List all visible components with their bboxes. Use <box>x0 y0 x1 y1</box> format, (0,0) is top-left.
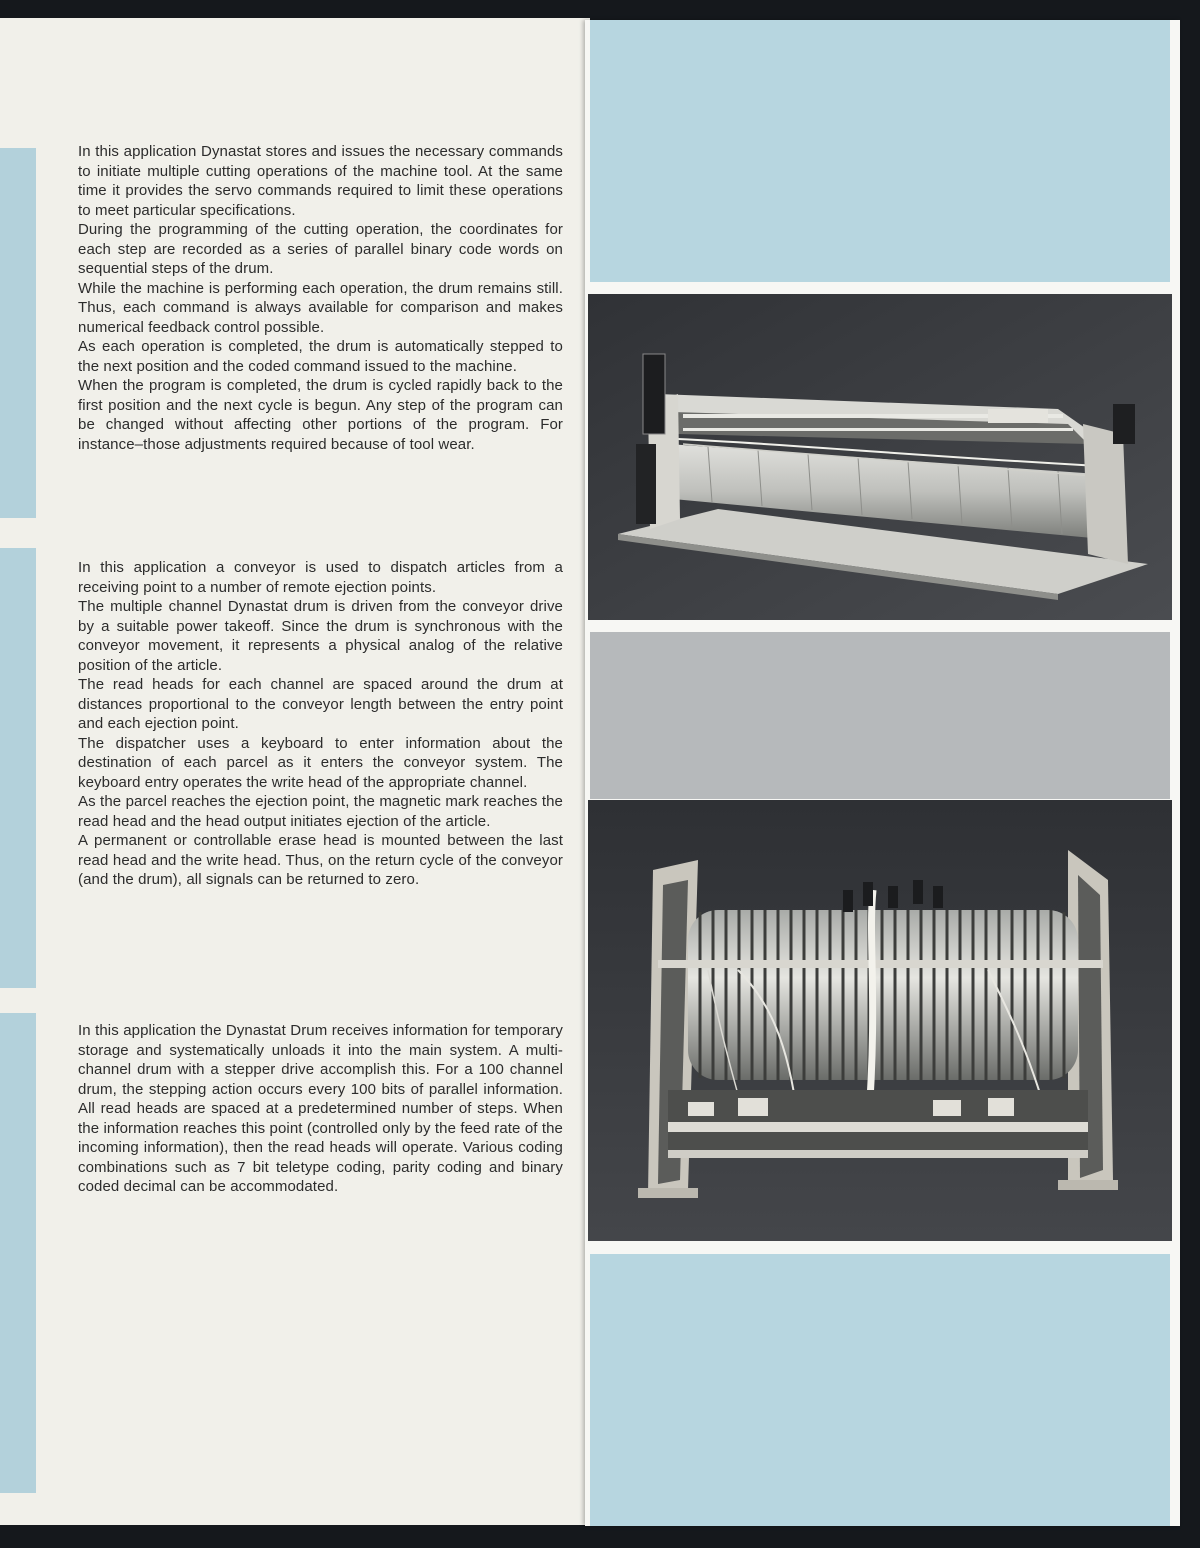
section-conveyor <box>78 558 563 890</box>
paragraph: While the machine is performing each operation, the drum remains still. Thus, each command is always available for comparison and makes numerical feedback control possible. <box>78 279 563 336</box>
photo-drum-assembly <box>588 294 1172 620</box>
section-temporary-storage <box>78 1021 563 1197</box>
paragraph: As each operation is completed, the drum is automatically stepped to the next position and the coded command issued to the machine. <box>78 338 563 375</box>
paragraph: In this application a conveyor is used to dispatch articles from a receiving point to a number of remote ejection points. <box>78 559 563 596</box>
paragraph: The dispatcher uses a keyboard to enter information about the destination of each parcel as it enters the conveyor system. The keyboard entry operates the write head of the appropriate channel. <box>78 734 563 791</box>
edge-strip-blue <box>0 148 36 518</box>
paragraph: The read heads for each channel are spaced around the drum at distances proportional to the conveyor length between the entry point and each ejection point. <box>78 676 563 732</box>
paragraph: During the programming of the cutting operation, the coordinates for each step are recorded as a series of parallel binary code words on sequential steps of the drum. <box>78 221 563 277</box>
paragraph: In this application Dynastat stores and issues the necessary commands to initiate multiple cutting operations of the machine tool. At the same time it provides the servo commands required to limit these operations to meet particular specifications. <box>78 143 563 219</box>
right-page <box>585 20 1180 1526</box>
section-machine-tool <box>78 142 563 454</box>
paragraph: A permanent or controllable erase head is mounted between the last read head and the write head. Thus, on the return cycle of the conveyor (and the drum), all signals can be returned to zero. <box>78 832 563 888</box>
paragraph: When the program is completed, the drum is cycled rapidly back to the first position and the next cycle is begun. Any step of the program can be changed without affecting other portions of the program. For instance–those adjustments required because of tool wear. <box>78 377 563 453</box>
left-page <box>0 18 590 1525</box>
paragraph: In this application the Dynastat Drum receives information for temporary storage and systematically unloads it into the main system. A multi-channel drum with a stepper drive accomplish this. For a 100 channel drum, the stepping action occurs every 100 bits of parallel information. All read heads are spaced at a predetermined number of steps. When the information reaches this point (controlled only by the feed rate of the incoming information), then the read heads will operate. Various coding combinations such as 7 bit teletype coding, parity coding and binary coded decimal can be accommodated. <box>78 1022 563 1195</box>
edge-strip-blue <box>0 1013 36 1493</box>
blue-panel-top <box>590 20 1170 282</box>
paragraph: As the parcel reaches the ejection point, the magnetic mark reaches the read head and the head output initiates ejection of the article. <box>78 793 563 830</box>
paragraph: The multiple channel Dynastat drum is driven from the conveyor drive by a suitable power takeoff. Since the drum is synchronous with the conveyor movement, it represents a physical analog of the relative position of the article. <box>78 598 563 674</box>
blue-panel-bottom <box>590 1254 1170 1526</box>
gray-panel-middle <box>590 632 1170 799</box>
photo-multichannel-drum <box>588 800 1172 1241</box>
edge-strip-blue <box>0 548 36 988</box>
